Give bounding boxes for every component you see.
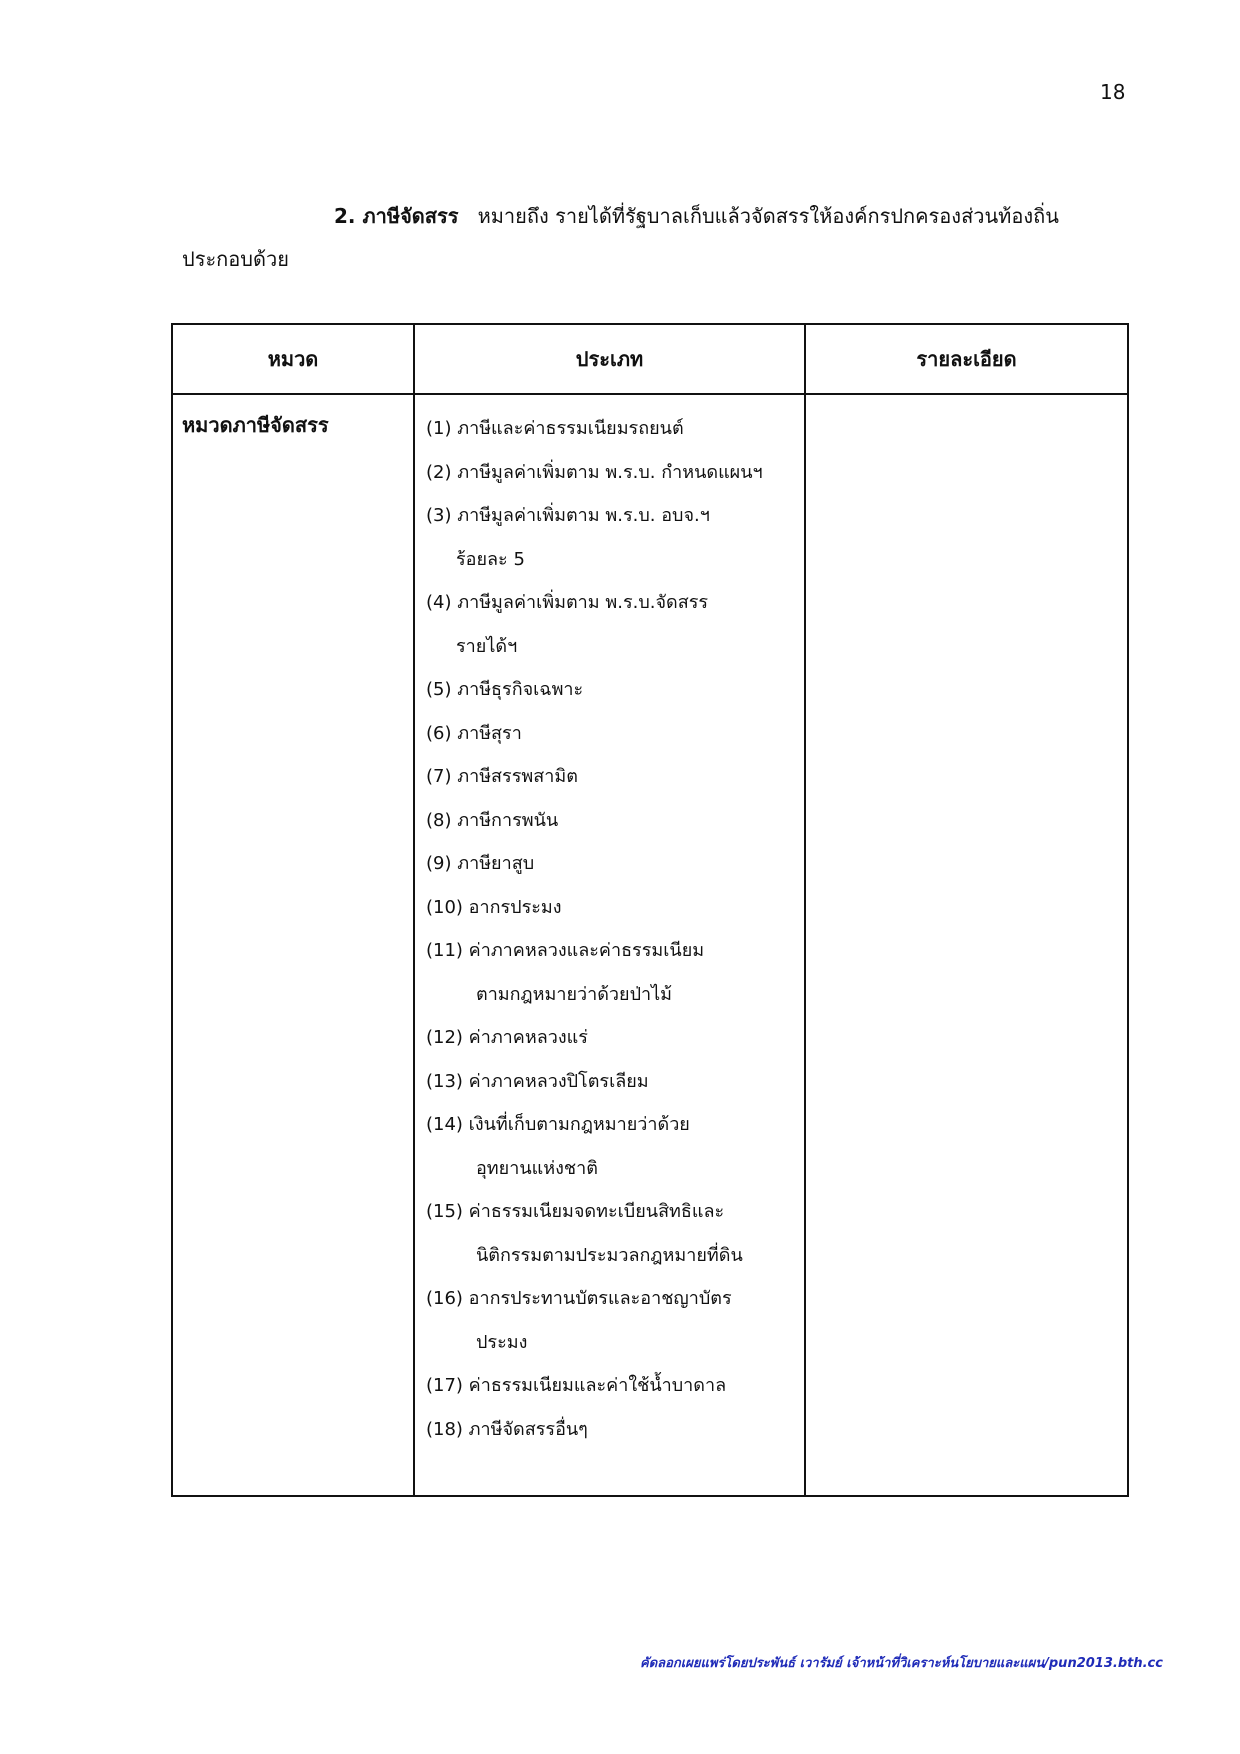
page-number: 18 bbox=[1100, 80, 1126, 104]
table-header-row bbox=[172, 324, 1128, 394]
section-heading: 2. ภาษีจัดสรร bbox=[334, 204, 459, 228]
list-item-continuation: ประมง bbox=[476, 1331, 528, 1353]
list-item: (11) ค่าภาคหลวงและค่าธรรมเนียม bbox=[426, 940, 705, 961]
header-category: หมวด bbox=[172, 324, 414, 394]
type-list bbox=[415, 395, 804, 1451]
list-item: (7) ภาษีสรรพสามิต bbox=[426, 766, 578, 787]
list-item: (6) ภาษีสุรา bbox=[426, 722, 522, 744]
list-item: (3) ภาษีมูลค่าเพิ่มตาม พ.ร.บ. อบจ.ฯ bbox=[426, 505, 710, 526]
list-item: (13) ค่าภาคหลวงปิโตรเลียม bbox=[426, 1070, 649, 1092]
list-item-continuation: นิติกรรมตามประมวลกฎหมายที่ดิน bbox=[476, 1244, 743, 1266]
list-item: (10) อากรประมง bbox=[426, 896, 562, 918]
table-row bbox=[172, 394, 1128, 1496]
type-cell bbox=[414, 394, 805, 1496]
list-item-continuation: ตามกฎหมายว่าด้วยป่าไม้ bbox=[476, 983, 673, 1005]
list-item: (16) อากรประทานบัตรและอาชญาบัตร bbox=[426, 1288, 732, 1309]
section-definition: หมายถึง รายได้ที่รัฐบาลเก็บแล้วจัดสรรให้องค์กรปกครองส่วนท้องถิ่น bbox=[477, 204, 1059, 228]
allocated-tax-table bbox=[171, 323, 1129, 1497]
list-item: (2) ภาษีมูลค่าเพิ่มตาม พ.ร.บ. กำหนดแผนฯ bbox=[426, 461, 763, 483]
header-details: รายละเอียด bbox=[805, 324, 1128, 394]
header-type: ประเภท bbox=[414, 324, 805, 394]
list-item: (18) ภาษีจัดสรรอื่นๆ bbox=[426, 1418, 588, 1440]
list-item: (9) ภาษียาสูบ bbox=[426, 853, 535, 874]
list-item: (4) ภาษีมูลค่าเพิ่มตาม พ.ร.บ.จัดสรร bbox=[426, 592, 709, 613]
list-item-continuation: อุทยานแห่งชาติ bbox=[476, 1157, 598, 1179]
list-item: (14) เงินที่เก็บตามกฎหมายว่าด้วย bbox=[426, 1114, 690, 1135]
list-item: (17) ค่าธรรมเนียมและค่าใช้น้ำบาดาล bbox=[426, 1375, 727, 1396]
intro-line-2: ประกอบด้วย bbox=[182, 247, 289, 271]
list-item: (5) ภาษีธุรกิจเฉพาะ bbox=[426, 679, 584, 700]
list-item: (15) ค่าธรรมเนียมจดทะเบียนสิทธิและ bbox=[426, 1201, 725, 1222]
list-item-continuation: ร้อยละ 5 bbox=[456, 548, 525, 570]
list-item: (8) ภาษีการพนัน bbox=[426, 809, 559, 831]
footer-credit: คัดลอกเผยแพร่โดยประพันธ์ เวารัมย์ เจ้าหน้าที่วิเคราะห์นโยบายและแผน/pun2013.bth.cc bbox=[640, 1656, 1163, 1671]
list-item: (12) ค่าภาคหลวงแร่ bbox=[426, 1027, 588, 1048]
category-cell: หมวดภาษีจัดสรร bbox=[172, 394, 414, 1496]
details-cell bbox=[805, 394, 1128, 1496]
list-item-continuation: รายได้ฯ bbox=[456, 635, 518, 657]
intro-line-1 bbox=[334, 200, 1059, 232]
list-item: (1) ภาษีและค่าธรรมเนียมรถยนต์ bbox=[426, 418, 684, 439]
